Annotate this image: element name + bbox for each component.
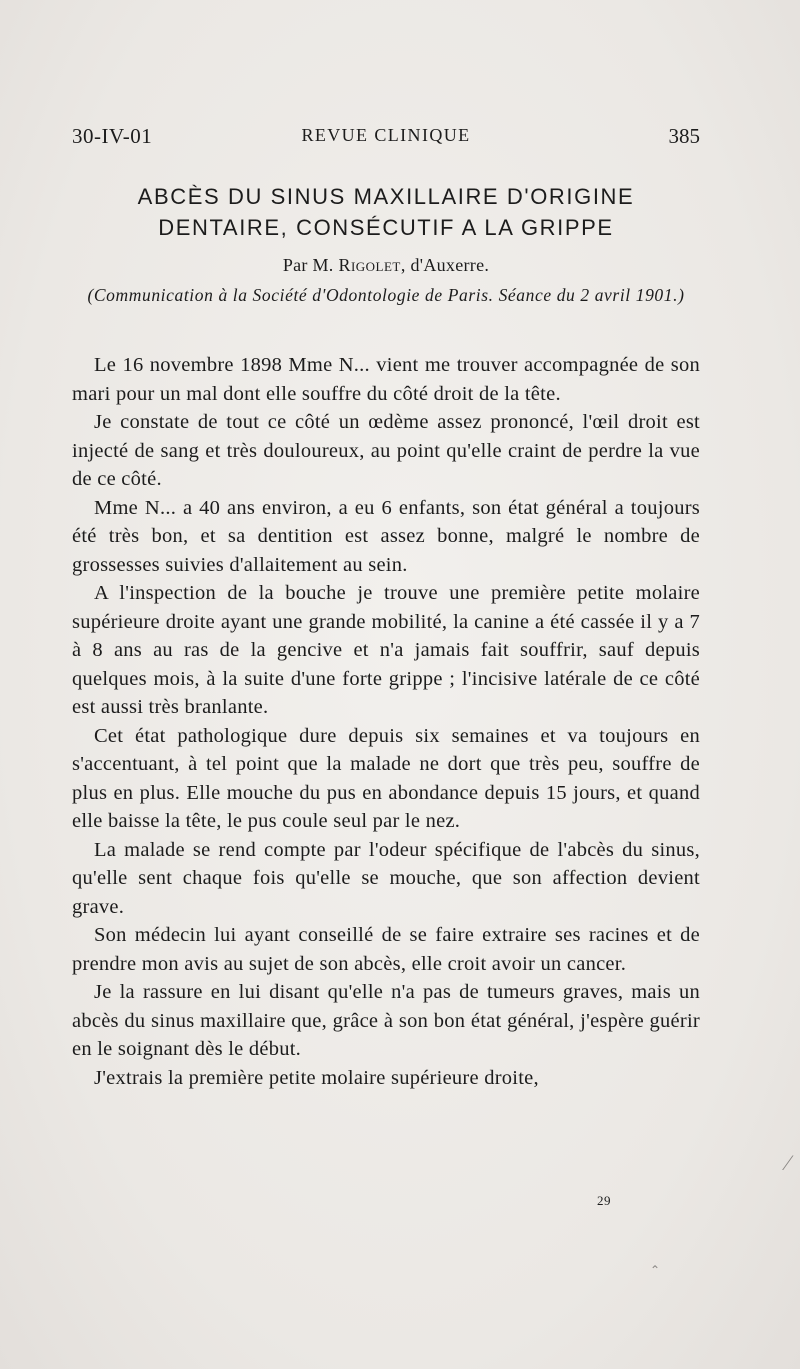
article-body <box>72 351 700 1092</box>
page-number-top: 385 <box>668 124 700 148</box>
paragraph: La malade se rend compte par l'odeur spécifique de l'abcès du sinus, qu'elle sent chaque fois qu'elle se mouche, que son affection devient grave. <box>72 838 700 918</box>
byline <box>72 255 700 276</box>
paragraph: Le 16 novembre 1898 Mme N... vient me trouver accompagnée de son mari pour un mal dont elle souffre du côté droit de la tête. <box>72 354 700 405</box>
communication-note: (Communication à la Société d'Odontologie de Paris. Séance du 2 avril 1901.) <box>87 285 685 305</box>
paragraph: Son médecin lui ayant conseillé de se faire extraire ses racines et de prendre mon avis au sujet de son abcès, elle croit avoir un cancer. <box>72 924 700 975</box>
byline-prefix: Par M. <box>282 255 334 275</box>
article-title: ABCÈS DU SINUS MAXILLAIRE D'ORIGINE DENTAIRE, CONSÉCUTIF A LA GRIPPE <box>137 184 635 240</box>
signature-mark: 29 <box>597 1193 611 1208</box>
margin-speck: ⁄ <box>786 1150 790 1175</box>
byline-suffix: , d'Auxerre. <box>400 255 490 275</box>
paragraph: A l'inspection de la bouche je trouve une première petite molaire supérieure droite ayant une grande mobilité, la canine a été cassée il y a 7 à 8 ans au ras de la gencive et n'a jamais fait souffrir, sauf depuis quelques mois, à la suite d'une forte grippe ; l'incisive latérale de ce côté est aussi très branlante. <box>72 582 700 718</box>
paragraph: Mme N... a 40 ans environ, a eu 6 enfants, son état général a toujours été très bon, et sa dentition est assez bonne, malgré le nombre de grossesses suivies d'allaitement au sein. <box>72 496 700 576</box>
paragraph: Cet état pathologique dure depuis six semaines et va toujours en s'accentuant, à tel point que la malade ne dort que très peu, souffre de plus en plus. Elle mouche du pus en abondance depuis 15 jours, et quand elle baisse la tête, le pus coule seul par le nez. <box>72 724 700 832</box>
section-title: REVUE CLINIQUE <box>301 125 471 145</box>
paragraph: Je constate de tout ce côté un œdème assez prononcé, l'œil droit est injecté de sang et très douloureux, au point qu'elle craint de perdre la vue de ce côté. <box>72 411 700 490</box>
issue-date: 30-IV-01 <box>72 124 153 148</box>
paragraph: J'extrais la première petite molaire supérieure droite, <box>94 1066 539 1089</box>
paragraph: Je la rassure en lui disant qu'elle n'a pas de tumeurs graves, mais un abcès du sinus maxillaire que, grâce à son bon état général, j'espère guérir en le soignant dès le début. <box>72 981 700 1060</box>
running-head <box>72 124 700 152</box>
margin-speck: ⌃ <box>650 1263 661 1277</box>
author-name: Rigolet <box>338 255 401 275</box>
